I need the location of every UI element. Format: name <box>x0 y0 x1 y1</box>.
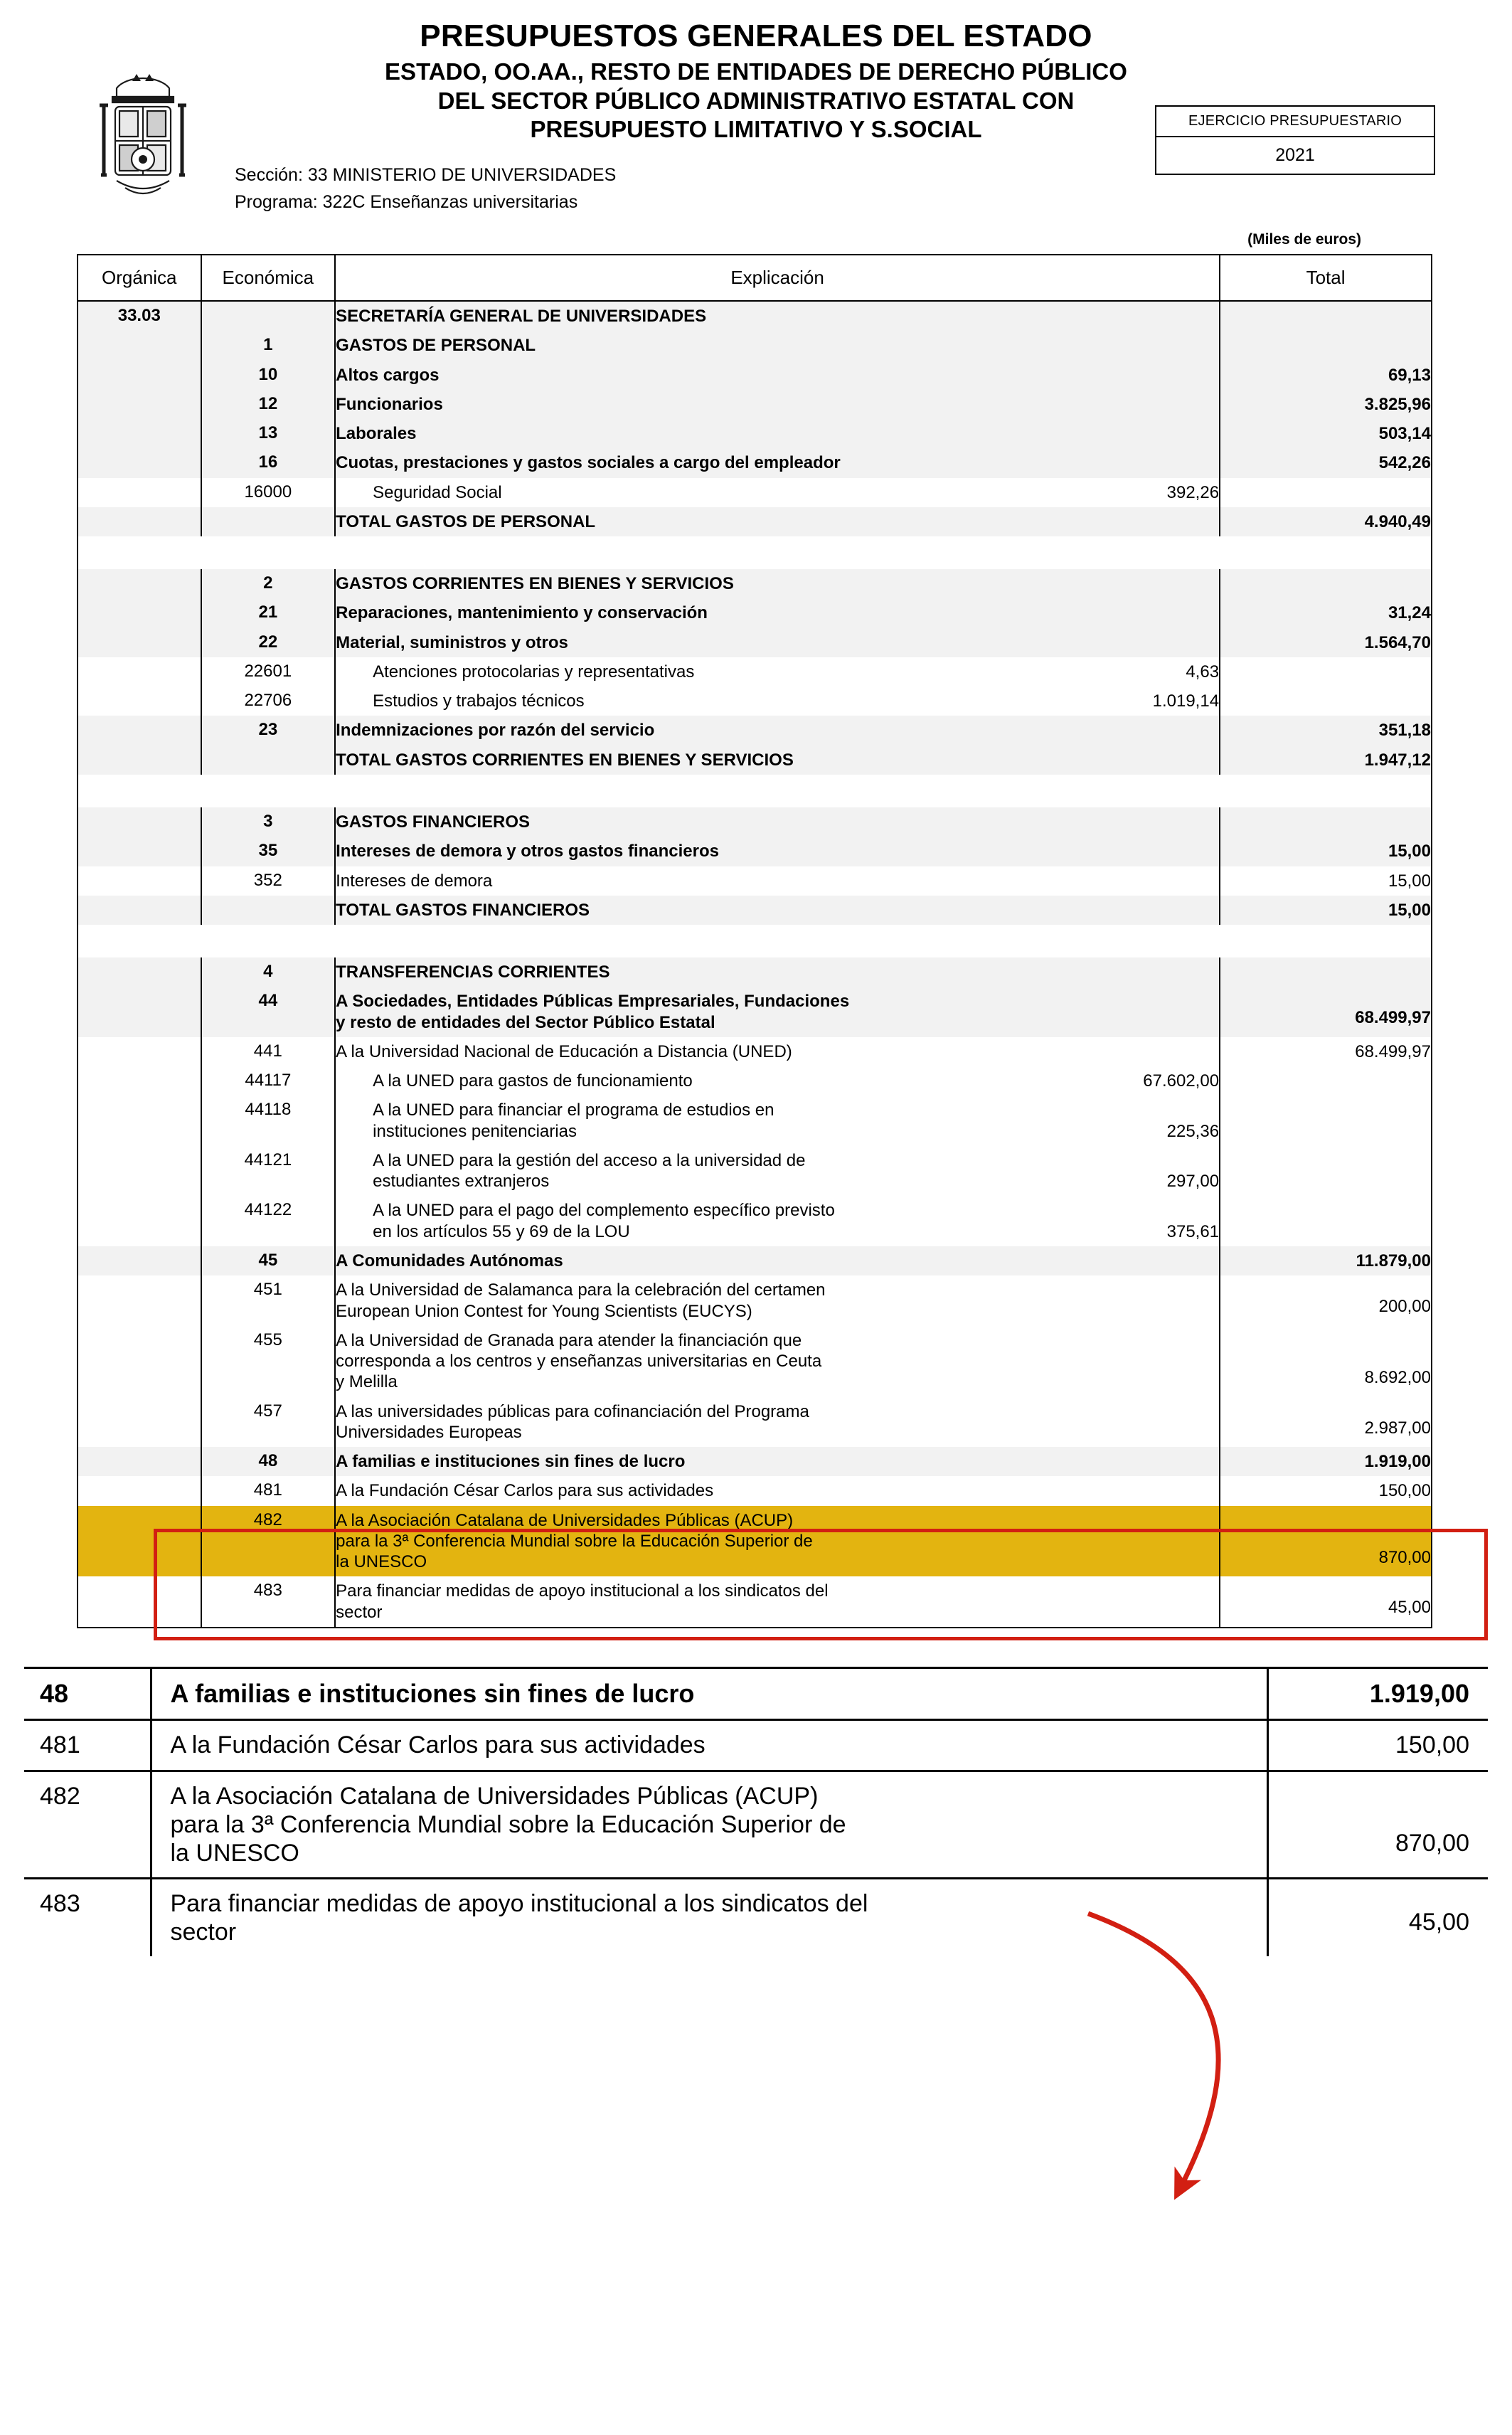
callout-cell-code: 481 <box>24 1720 151 1771</box>
table-row <box>78 1576 1431 1627</box>
spacer-cell <box>78 775 1431 807</box>
cell-total: 200,00 <box>1378 1297 1431 1317</box>
cell-economica: 481 <box>201 1476 336 1505</box>
column-header-organica: Orgánica <box>78 255 201 301</box>
cell-economica: 3 <box>201 807 336 837</box>
callout-cell-text: A familias e instituciones sin fines de lucro <box>151 1669 1267 1720</box>
table-row <box>78 957 1431 987</box>
cell-economica: 16000 <box>201 478 336 507</box>
callout-cell-text: A la Fundación César Carlos para sus actividades <box>151 1720 1267 1771</box>
budget-table <box>78 255 1431 1627</box>
table-row <box>78 716 1431 745</box>
cell-organica <box>78 507 201 536</box>
column-header-total: Total <box>1220 255 1431 301</box>
seccion-line: Sección: 33 MINISTERIO DE UNIVERSIDADES <box>235 165 617 186</box>
cell-economica: 22 <box>201 628 336 657</box>
cell-explicacion: A Sociedades, Entidades Públicas Empresariales, Fundaciones y resto de entidades del Sector Público Estatal <box>335 987 1220 1037</box>
spacer-cell <box>78 536 1431 569</box>
cell-explicacion: Cuotas, prestaciones y gastos sociales a cargo del empleador <box>335 448 1220 477</box>
table-row <box>78 507 1431 536</box>
cell-organica <box>78 746 201 775</box>
cell-economica: 1 <box>201 331 336 360</box>
spacer-cell <box>78 925 1431 957</box>
cell-economica: 22706 <box>201 686 336 716</box>
table-row <box>78 361 1431 390</box>
cell-total: 870,00 <box>1220 1506 1431 1577</box>
cell-organica <box>78 657 201 686</box>
cell-economica: 44122 <box>201 1196 336 1246</box>
cell-explicacion: GASTOS FINANCIEROS <box>335 807 1220 837</box>
cell-economica: 12 <box>201 390 336 419</box>
table-row <box>78 1196 1431 1246</box>
cell-explicacion: Estudios y trabajos técnicos 1.019,14 <box>335 686 1220 716</box>
document-header <box>0 0 1512 248</box>
table-row <box>78 1146 1431 1197</box>
cell-economica: 48 <box>201 1447 336 1476</box>
table-row <box>78 807 1431 837</box>
cell-total: 11.879,00 <box>1220 1246 1431 1275</box>
page-subtitle-line1: ESTADO, OO.AA., RESTO DE ENTIDADES DE DERECHO PÚBLICO <box>385 58 1127 85</box>
cell-explicacion: A la UNED para el pago del complemento específico previsto en los artículos 55 y 69 de la LOU 375,61 <box>335 1196 1220 1246</box>
cell-total <box>1220 569 1431 598</box>
cell-organica <box>78 1506 201 1577</box>
cell-economica: 4 <box>201 957 336 987</box>
callout-row <box>24 1720 1488 1771</box>
cell-economica: 455 <box>201 1326 336 1397</box>
cell-total: 1.919,00 <box>1220 1447 1431 1476</box>
table-row <box>78 448 1431 477</box>
table-row <box>78 390 1431 419</box>
cell-organica <box>78 1397 201 1448</box>
cell-economica: 451 <box>201 1275 336 1326</box>
table-row <box>78 419 1431 448</box>
cell-organica <box>78 896 201 925</box>
callout-row-highlighted <box>24 1771 1488 1878</box>
table-row <box>78 657 1431 686</box>
cell-explicacion: Intereses de demora <box>335 866 1220 896</box>
cell-sub-amount: 1.019,14 <box>1152 691 1220 711</box>
cell-sub-amount: 297,00 <box>1166 1172 1220 1192</box>
column-header-economica: Económica <box>201 255 336 301</box>
cell-organica <box>78 1476 201 1505</box>
cell-economica: 482 <box>201 1506 336 1577</box>
cell-sub-amount: 4,63 <box>1186 662 1220 681</box>
cell-explicacion: Altos cargos <box>335 361 1220 390</box>
table-row <box>78 1275 1431 1326</box>
programa-line: Programa: 322C Enseñanzas universitarias <box>235 191 578 212</box>
cell-economica: 44118 <box>201 1096 336 1146</box>
cell-economica: 44117 <box>201 1066 336 1096</box>
cell-organica <box>78 866 201 896</box>
cell-organica <box>78 807 201 837</box>
cell-explicacion: GASTOS CORRIENTES EN BIENES Y SERVICIOS <box>335 569 1220 598</box>
cell-organica <box>78 686 201 716</box>
cell-total: 542,26 <box>1220 448 1431 477</box>
cell-total <box>1220 957 1431 987</box>
cell-total <box>1220 1066 1431 1096</box>
cell-total: 15,00 <box>1388 871 1431 891</box>
cell-economica: 35 <box>201 837 336 866</box>
column-header-explicacion: Explicación <box>335 255 1220 301</box>
cell-total: 2.987,00 <box>1364 1418 1431 1438</box>
table-spacer-row <box>78 775 1431 807</box>
cell-total: 4.940,49 <box>1220 507 1431 536</box>
table-row <box>78 569 1431 598</box>
cell-explicacion: Material, suministros y otros <box>335 628 1220 657</box>
cell-economica: 441 <box>201 1037 336 1066</box>
cell-total <box>1220 1146 1431 1197</box>
table-spacer-row <box>78 925 1431 957</box>
cell-organica <box>78 1275 201 1326</box>
cell-organica <box>78 1447 201 1476</box>
cell-organica <box>78 1066 201 1096</box>
cell-total <box>1220 807 1431 837</box>
table-row <box>78 837 1431 866</box>
table-row <box>78 301 1431 331</box>
cell-economica <box>201 746 336 775</box>
cell-total <box>1220 1196 1431 1246</box>
callout-cell-code: 482 <box>24 1771 151 1878</box>
callout-cell-text: Para financiar medidas de apoyo institucional a los sindicatos del sector <box>151 1878 1267 1956</box>
cell-economica <box>201 507 336 536</box>
table-row <box>78 686 1431 716</box>
cell-organica <box>78 598 201 627</box>
cell-total: 1.564,70 <box>1220 628 1431 657</box>
callout-table <box>24 1669 1488 1956</box>
cell-organica <box>78 478 201 507</box>
cell-explicacion: A Comunidades Autónomas <box>335 1246 1220 1275</box>
cell-economica: 44121 <box>201 1146 336 1197</box>
callout-cell-code: 48 <box>24 1669 151 1720</box>
cell-total: 68.499,97 <box>1220 987 1431 1037</box>
callout-cell-text: A la Asociación Catalana de Universidades Públicas (ACUP) para la 3ª Conferencia Mundial sobre la Educación Superior de la UNESCO <box>151 1771 1267 1878</box>
cell-organica <box>78 1096 201 1146</box>
cell-total: 8.692,00 <box>1364 1367 1431 1387</box>
units-label: (Miles de euros) <box>1247 231 1361 248</box>
cell-economica <box>201 896 336 925</box>
callout-cell-amount: 870,00 <box>1267 1771 1488 1878</box>
cell-economica: 483 <box>201 1576 336 1627</box>
cell-total: 1.947,12 <box>1220 746 1431 775</box>
cell-organica <box>78 628 201 657</box>
cell-explicacion: TOTAL GASTOS DE PERSONAL <box>335 507 1220 536</box>
cell-organica <box>78 1037 201 1066</box>
cell-total <box>1220 657 1431 686</box>
cell-sub-amount: 375,61 <box>1166 1221 1220 1241</box>
cell-economica: 13 <box>201 419 336 448</box>
exercise-box <box>1155 105 1435 175</box>
table-row <box>78 1397 1431 1448</box>
cell-organica <box>78 331 201 360</box>
table-row <box>78 478 1431 507</box>
cell-organica <box>78 419 201 448</box>
cell-explicacion: A la Fundación César Carlos para sus actividades <box>335 1476 1220 1505</box>
cell-total: 45,00 <box>1388 1598 1431 1618</box>
table-row <box>78 866 1431 896</box>
cell-explicacion: A familias e instituciones sin fines de lucro <box>335 1447 1220 1476</box>
exercise-label: EJERCICIO PRESUPUESTARIO <box>1156 107 1434 137</box>
table-row <box>78 628 1431 657</box>
table-row <box>78 896 1431 925</box>
cell-total: 3.825,96 <box>1220 390 1431 419</box>
cell-organica <box>78 361 201 390</box>
cell-sub-amount: 67.602,00 <box>1143 1071 1220 1091</box>
cell-organica <box>78 957 201 987</box>
cell-explicacion: A la UNED para la gestión del acceso a la universidad de estudiantes extranjeros 297,00 <box>335 1146 1220 1197</box>
table-header-row <box>78 255 1431 301</box>
cell-organica <box>78 1146 201 1197</box>
table-row <box>78 1037 1431 1066</box>
callout-zoom-panel <box>24 1667 1488 1956</box>
cell-explicacion: TOTAL GASTOS FINANCIEROS <box>335 896 1220 925</box>
cell-organica <box>78 716 201 745</box>
cell-total: 150,00 <box>1378 1481 1431 1501</box>
cell-total <box>1220 331 1431 360</box>
cell-economica: 352 <box>201 866 336 896</box>
cell-economica: 23 <box>201 716 336 745</box>
cell-total <box>1220 478 1431 507</box>
callout-cell-amount: 150,00 <box>1267 1720 1488 1771</box>
cell-organica <box>78 390 201 419</box>
callout-cell-code: 483 <box>40 1889 80 1917</box>
cell-total: 351,18 <box>1220 716 1431 745</box>
cell-explicacion: A la Universidad de Salamanca para la celebración del certamen European Union Contest for Young Scientists (EUCYS) <box>335 1275 1220 1326</box>
page-subtitle-line3: PRESUPUESTO LIMITATIVO Y S.SOCIAL <box>530 115 982 142</box>
cell-total: 15,00 <box>1220 837 1431 866</box>
table-row <box>78 331 1431 360</box>
cell-explicacion: Para financiar medidas de apoyo institucional a los sindicatos del sector <box>335 1576 1220 1627</box>
table-row <box>78 1246 1431 1275</box>
table-row <box>78 1096 1431 1146</box>
cell-total: 503,14 <box>1220 419 1431 448</box>
table-row <box>78 1506 1431 1577</box>
cell-total <box>1220 686 1431 716</box>
cell-total: 31,24 <box>1220 598 1431 627</box>
cell-organica <box>78 448 201 477</box>
cell-explicacion: SECRETARÍA GENERAL DE UNIVERSIDADES <box>335 301 1220 331</box>
cell-explicacion: GASTOS DE PERSONAL <box>335 331 1220 360</box>
cell-economica <box>201 301 336 331</box>
cell-explicacion: A la UNED para financiar el programa de estudios en instituciones penitenciarias 225,36 <box>335 1096 1220 1146</box>
budget-table-container <box>77 254 1432 1628</box>
table-row <box>78 1066 1431 1096</box>
cell-organica <box>78 1576 201 1627</box>
cell-organica <box>78 837 201 866</box>
callout-cell-amount: 45,00 <box>1408 1908 1469 1936</box>
cell-organica <box>78 987 201 1037</box>
cell-explicacion: A la Universidad Nacional de Educación a Distancia (UNED) <box>335 1037 1220 1066</box>
cell-sub-amount: 225,36 <box>1166 1121 1220 1141</box>
table-spacer-row <box>78 536 1431 569</box>
callout-row <box>24 1669 1488 1720</box>
cell-economica: 45 <box>201 1246 336 1275</box>
table-row <box>78 1326 1431 1397</box>
cell-organica: 33.03 <box>78 301 201 331</box>
callout-row <box>24 1878 1488 1956</box>
cell-explicacion: Indemnizaciones por razón del servicio <box>335 716 1220 745</box>
cell-explicacion: A la Universidad de Granada para atender la financiación que corresponda a los centros y enseñanzas universitarias en Ceuta y Melilla <box>335 1326 1220 1397</box>
table-row <box>78 598 1431 627</box>
cell-total <box>1220 301 1431 331</box>
table-row <box>78 1447 1431 1476</box>
cell-explicacion: A la Asociación Catalana de Universidades Públicas (ACUP) para la 3ª Conferencia Mundial sobre la Educación Superior de la UNESCO <box>335 1506 1220 1577</box>
cell-economica: 2 <box>201 569 336 598</box>
cell-explicacion: A las universidades públicas para cofinanciación del Programa Universidades Europeas <box>335 1397 1220 1448</box>
cell-sub-amount: 392,26 <box>1166 482 1220 502</box>
cell-total: 69,13 <box>1220 361 1431 390</box>
table-row <box>78 746 1431 775</box>
cell-organica <box>78 1196 201 1246</box>
callout-cell-amount: 1.919,00 <box>1267 1669 1488 1720</box>
cell-explicacion: TOTAL GASTOS CORRIENTES EN BIENES Y SERVICIOS <box>335 746 1220 775</box>
cell-total <box>1220 1096 1431 1146</box>
table-row <box>78 987 1431 1037</box>
cell-explicacion: Laborales <box>335 419 1220 448</box>
table-row <box>78 1476 1431 1505</box>
page-subtitle-line2: DEL SECTOR PÚBLICO ADMINISTRATIVO ESTATAL CON <box>437 87 1075 114</box>
cell-economica: 44 <box>201 987 336 1037</box>
cell-organica <box>78 569 201 598</box>
cell-explicacion: A la UNED para gastos de funcionamiento 67.602,00 <box>335 1066 1220 1096</box>
cell-explicacion: Funcionarios <box>335 390 1220 419</box>
exercise-year: 2021 <box>1275 145 1315 165</box>
page-title: PRESUPUESTOS GENERALES DEL ESTADO <box>420 18 1092 53</box>
cell-economica: 10 <box>201 361 336 390</box>
cell-explicacion: Intereses de demora y otros gastos financieros <box>335 837 1220 866</box>
cell-economica: 22601 <box>201 657 336 686</box>
cell-economica: 21 <box>201 598 336 627</box>
cell-total: 15,00 <box>1220 896 1431 925</box>
spain-coat-of-arms-icon <box>75 68 211 211</box>
cell-explicacion: Reparaciones, mantenimiento y conservación <box>335 598 1220 627</box>
cell-organica <box>78 1326 201 1397</box>
cell-total: 68.499,97 <box>1355 1041 1431 1061</box>
cell-economica: 16 <box>201 448 336 477</box>
cell-economica: 457 <box>201 1397 336 1448</box>
cell-organica <box>78 1246 201 1275</box>
cell-explicacion: TRANSFERENCIAS CORRIENTES <box>335 957 1220 987</box>
cell-explicacion: Atenciones protocolarias y representativas 4,63 <box>335 657 1220 686</box>
cell-explicacion: Seguridad Social 392,26 <box>335 478 1220 507</box>
